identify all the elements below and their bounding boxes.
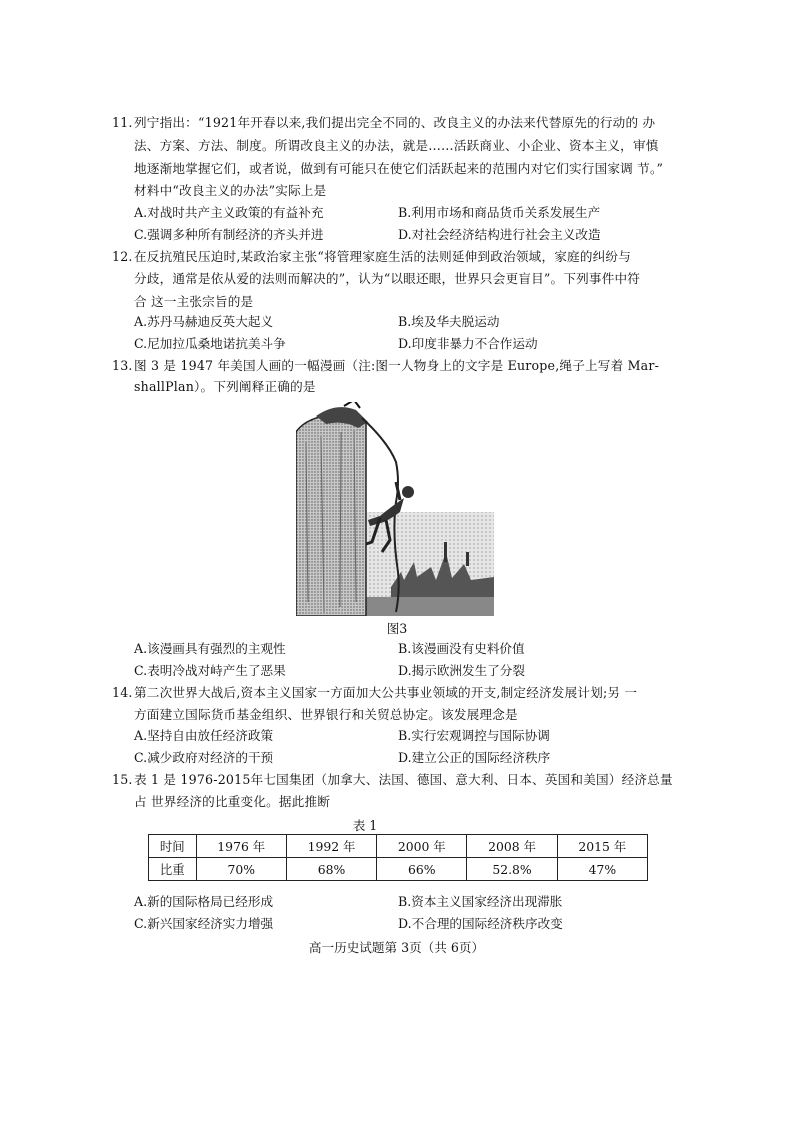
marshall-plan-cartoon-image (296, 402, 494, 616)
q11-option-d: D.对社会经济结构进行社会主义改造 (398, 227, 601, 242)
q14-option-c: C.减少政府对经济的干预 (134, 750, 274, 765)
q11-option-b: B.利用市场和商品货币关系发展生产 (398, 205, 601, 220)
q13-option-c: C.表明冷战对峙产生了恶果 (134, 663, 286, 678)
q12-line2: 分歧，通常是依从爱的法则而解决的”，认为“以眼还眼，世界只会更盲目”。下列事件中符 (134, 271, 641, 286)
table-header-row (149, 835, 648, 858)
q11-line2: 法、方案、方法、制度。所谓改良主义的办法，就是……活跃商业、小企业、资本主义，审慎 (134, 138, 659, 153)
q14-line1: 14.第二次世界大战后,资本主义国家一方面加大公共事业领域的开支,制定经济发展计划;另 一 (112, 685, 638, 700)
table-cell: 66% (377, 858, 467, 881)
q15-option-d: D.不合理的国际经济秩序改变 (398, 916, 563, 931)
table-caption: 表 1 (352, 818, 378, 833)
table-cell: 2015 年 (557, 835, 647, 858)
q13-line2: shallPlan）。下列阐释正确的是 (134, 379, 316, 394)
q14-number: 14. (112, 685, 133, 700)
q11-line1: 11.列宁指出：“1921年开春以来,我们提出完全不同的、改良主义的办法来代替原先的行动的 办 (112, 115, 656, 130)
q15-option-c: C.新兴国家经济实力增强 (134, 916, 274, 931)
table-cell: 2000 年 (377, 835, 467, 858)
q14-option-d: D.建立公正的国际经济秩序 (398, 750, 551, 765)
q15-number: 15. (112, 772, 133, 787)
q15-line2: 占 世界经济的比重变化。据此推断 (134, 794, 331, 809)
q12-line3: 合 这一主张宗旨的是 (134, 294, 254, 309)
q12-option-b: B.埃及华夫脱运动 (398, 314, 500, 329)
q13-option-a: A.该漫画具有强烈的主观性 (134, 641, 286, 656)
q12-option-a: A.苏丹马赫迪反英大起义 (134, 314, 274, 329)
q11-line4: 材料中“改良主义的办法”实际上是 (134, 183, 327, 198)
q14-option-a: A.坚持自由放任经济政策 (134, 728, 274, 743)
q11-option-c: C.强调多种所有制经济的齐头并进 (134, 227, 324, 242)
q13-option-d: D.揭示欧洲发生了分裂 (398, 663, 525, 678)
q13-option-b: B.该漫画没有史料价值 (398, 641, 525, 656)
table-cell: 时间 (149, 835, 197, 858)
table-cell: 2008 年 (467, 835, 557, 858)
q11-number: 11. (112, 115, 133, 130)
q12-option-d: D.印度非暴力不合作运动 (398, 336, 538, 351)
q12-option-c: C.尼加拉瓜桑地诺抗美斗争 (134, 336, 286, 351)
q11-option-a: A.对战时共产主义政策的有益补充 (134, 205, 324, 220)
q15-line1: 15.表 1 是 1976-2015年七国集团（加拿大、法国、德国、意大利、日本、英国和美国）经济总量 (112, 772, 673, 787)
table-row (149, 858, 648, 881)
q12-line1: 12.在反抗殖民压迫时,某政治家主张“将管理家庭生活的法则延伸到政治领域，家庭的纠纷与 (112, 249, 632, 264)
q12-number: 12. (112, 249, 133, 264)
q13-line1: 13.图 3 是 1947 年美国人画的一幅漫画（注:图一人物身上的文字是 Europe,绳子上写着 Mar- (112, 358, 660, 373)
q15-option-a: A.新的国际格局已经形成 (134, 894, 274, 909)
q14-line2: 方面建立国际货币基金组织、世界银行和关贸总协定。该发展理念是 (134, 707, 518, 722)
table-cell: 68% (286, 858, 376, 881)
q13-number: 13. (112, 358, 133, 373)
table-cell: 47% (557, 858, 647, 881)
table-cell: 70% (196, 858, 286, 881)
g7-share-table (148, 834, 648, 881)
figure-caption: 图3 (386, 621, 408, 636)
table-cell: 1976 年 (196, 835, 286, 858)
table-cell: 比重 (149, 858, 197, 881)
q14-option-b: B.实行宏观调控与国际协调 (398, 728, 550, 743)
table-cell: 52.8% (467, 858, 557, 881)
table-cell: 1992 年 (286, 835, 376, 858)
q11-line3: 地逐渐地掌握它们，或者说，做到有可能只在使它们活跃起来的范围内对它们实行国家调 节。” (134, 161, 664, 176)
q15-option-b: B.资本主义国家经济出现滞胀 (398, 894, 563, 909)
page-footer: 高一历史试题第 3页（共 6页） (308, 940, 485, 955)
